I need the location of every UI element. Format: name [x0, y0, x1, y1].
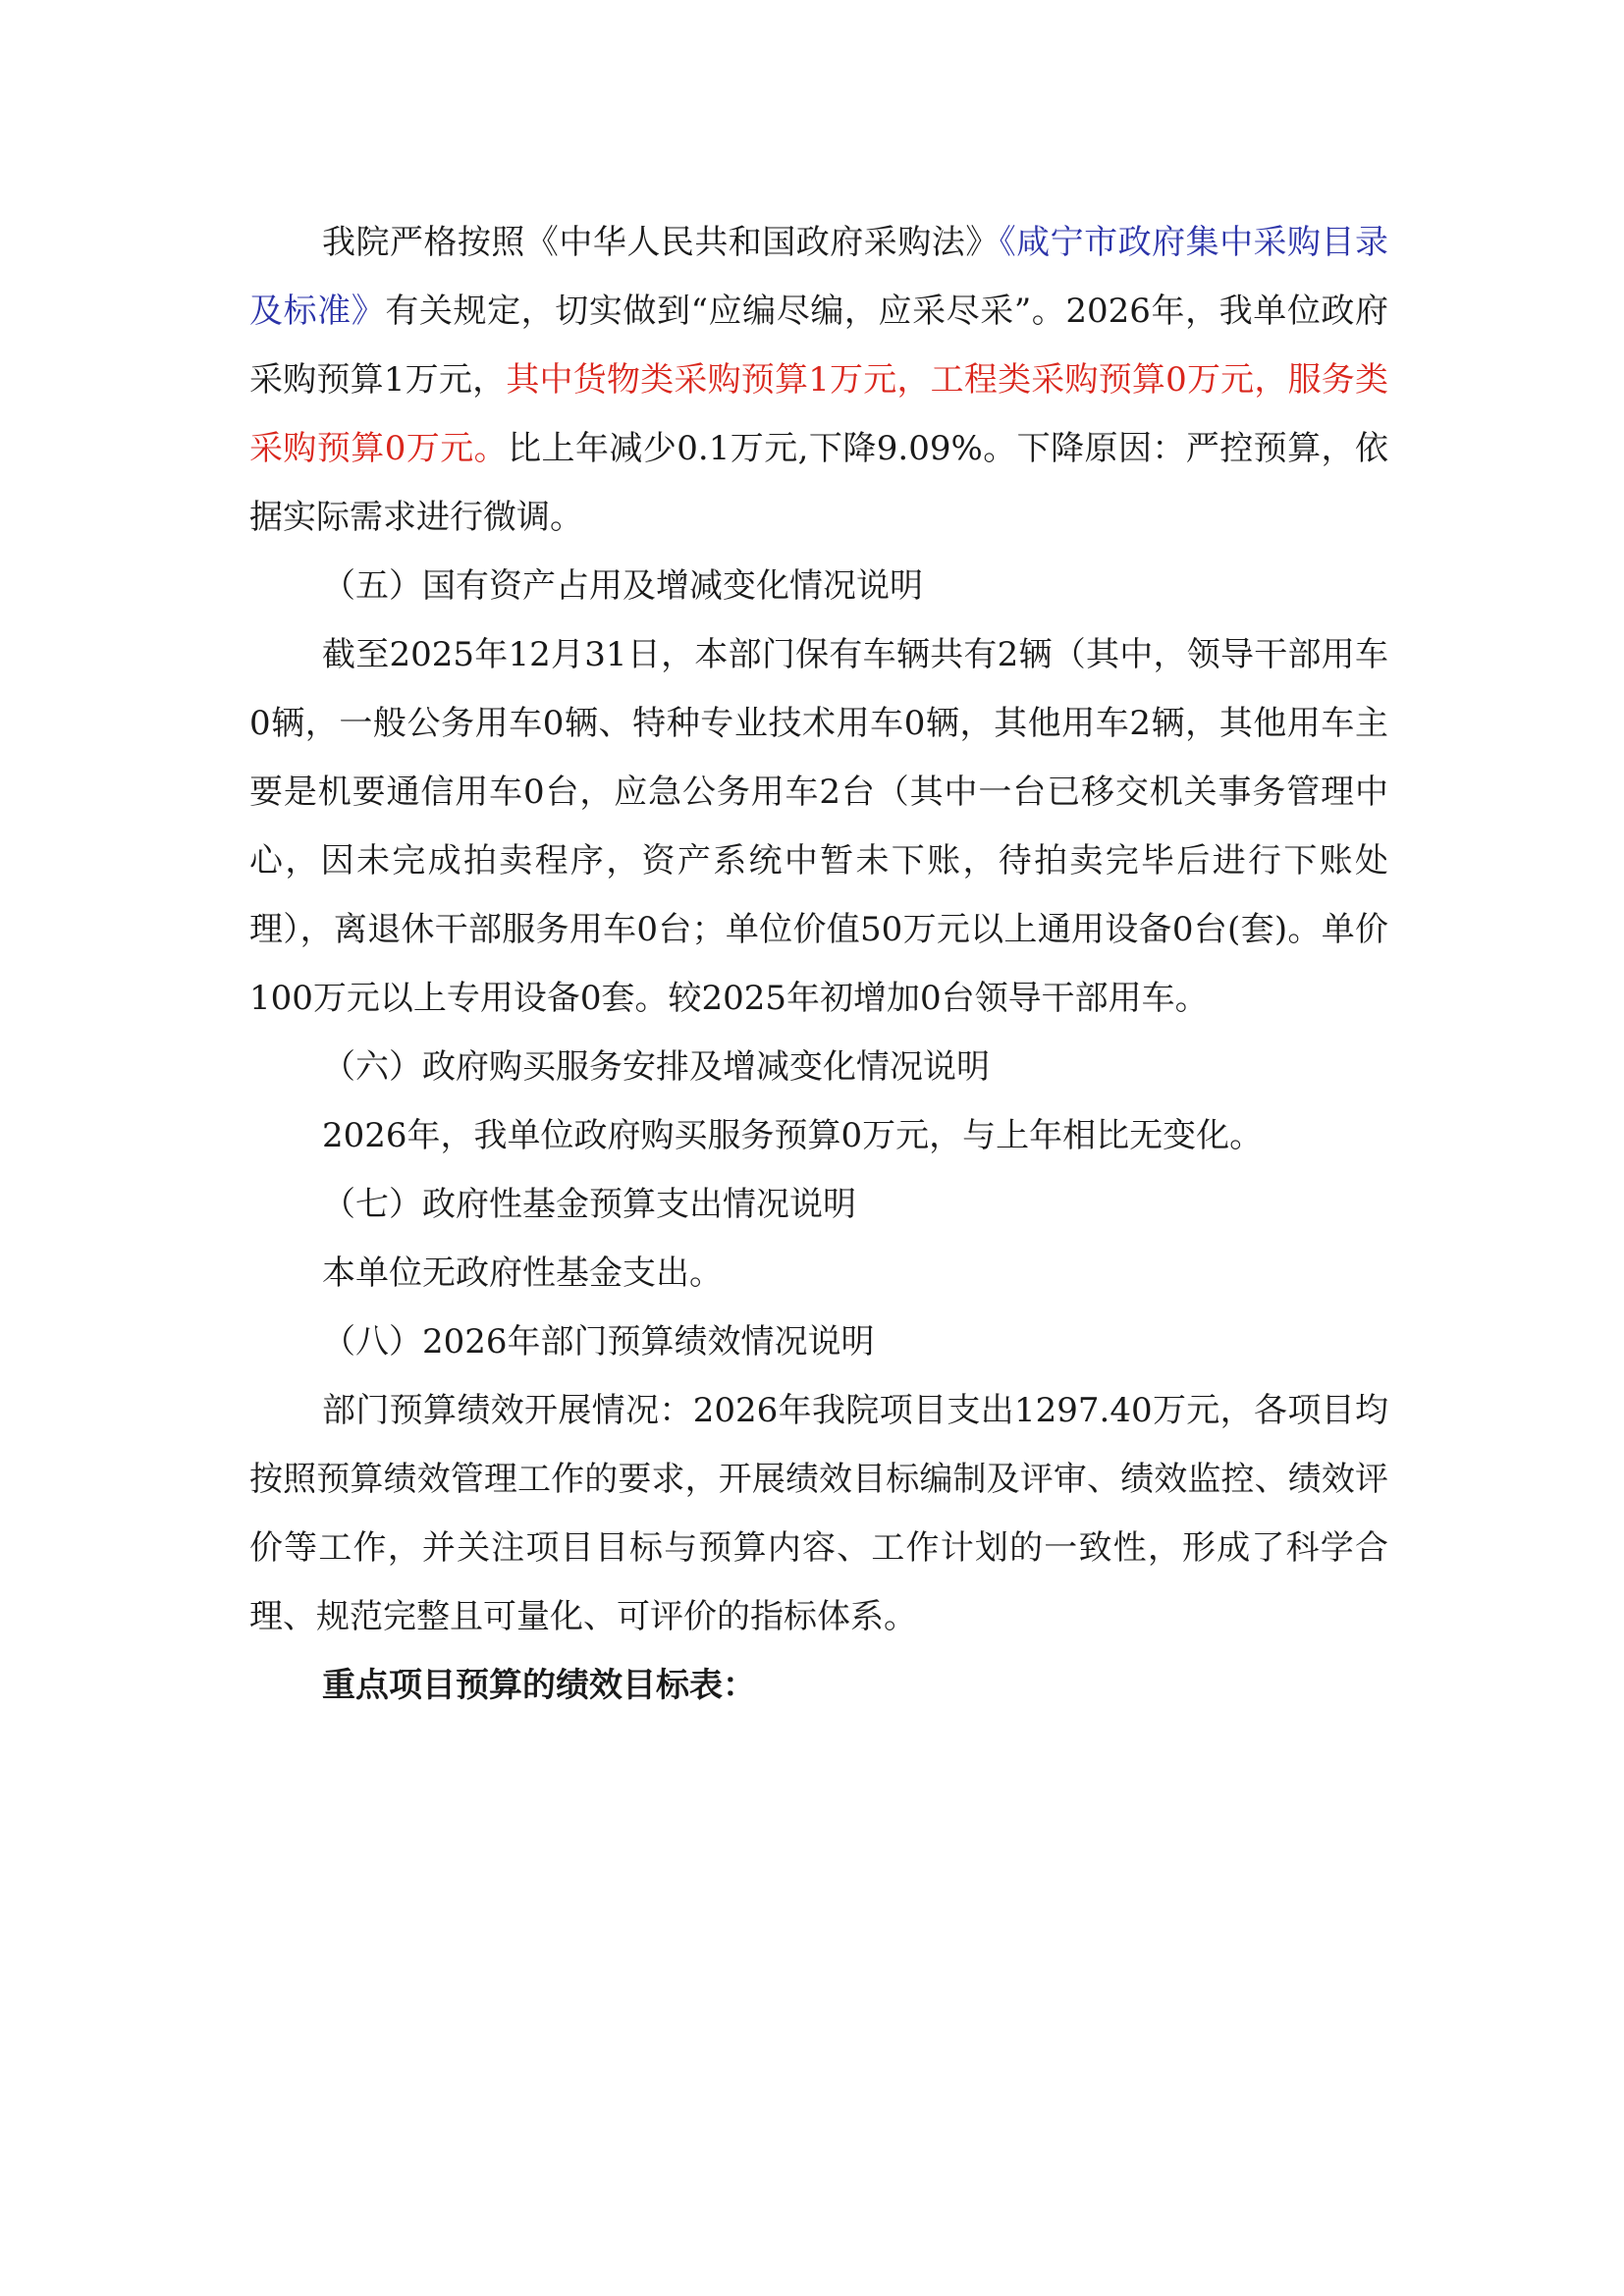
section6-heading: （六）政府购买服务安排及增减变化情况说明 [322, 1047, 990, 1087]
procurement-text-3: 有关规定，切实做到“应编尽编，应采尽采”。2026年，我单位政府采购预算1万元， [249, 292, 1388, 400]
procurement-text-1: 我院严格按照《中华人民共和国政府采购法》 [322, 223, 1000, 262]
section7-heading: （七）政府性基金预算支出情况说明 [322, 1185, 856, 1224]
section5-body: 截至2025年12月31日，本部门保有车辆共有2辆（其中，领导干部用车0辆，一般公务用车0辆、特种专业技术用车0辆，其他用车2辆，其他用车主要是机要通信用车0台，应急公务用车2台（其中一台已移交机关事务管理中心，因未完成拍卖程序，资产系统中暂未下账，待拍卖完毕后进行下账处理），离退休干部服务用车0台；单位价值50万元以上通用设备0台(套)。单价100万元以上专用设备0套。较2025年初增加0台领导干部用车。 [249, 635, 1388, 1018]
document-page [249, 208, 1388, 1720]
section7-body: 本单位无政府性基金支出。 [322, 1254, 723, 1293]
section8-body: 部门预算绩效开展情况：2026年我院项目支出1297.40万元，各项目均按照预算绩效管理工作的要求，开展绩效目标编制及评审、绩效监控、绩效评价等工作，并关注项目目标与预算内容、工作计划的一致性，形成了科学合理、规范完整且可量化、可评价的指标体系。 [249, 1391, 1388, 1636]
section8-heading: （八）2026年部门预算绩效情况说明 [322, 1322, 875, 1362]
key-table-title: 重点项目预算的绩效目标表： [322, 1666, 756, 1705]
procurement-highlight-text: 其中货物类采购预算1万元，工程类采购预算0万元，服务类采购预算0万元。 [249, 360, 1388, 468]
procurement-text-5: 比上年减少0.1万元,下降9.09%。下降原因：严控预算，依据实际需求进行微调。 [249, 429, 1388, 537]
procurement-catalog-link[interactable]: 《咸宁市政府集中采购目录及标准》 [249, 223, 1389, 331]
section6-body: 2026年，我单位政府购买服务预算0万元，与上年相比无变化。 [322, 1116, 1264, 1155]
procurement-paragraph [249, 208, 1388, 552]
section5-heading: （五）国有资产占用及增减变化情况说明 [322, 566, 923, 606]
